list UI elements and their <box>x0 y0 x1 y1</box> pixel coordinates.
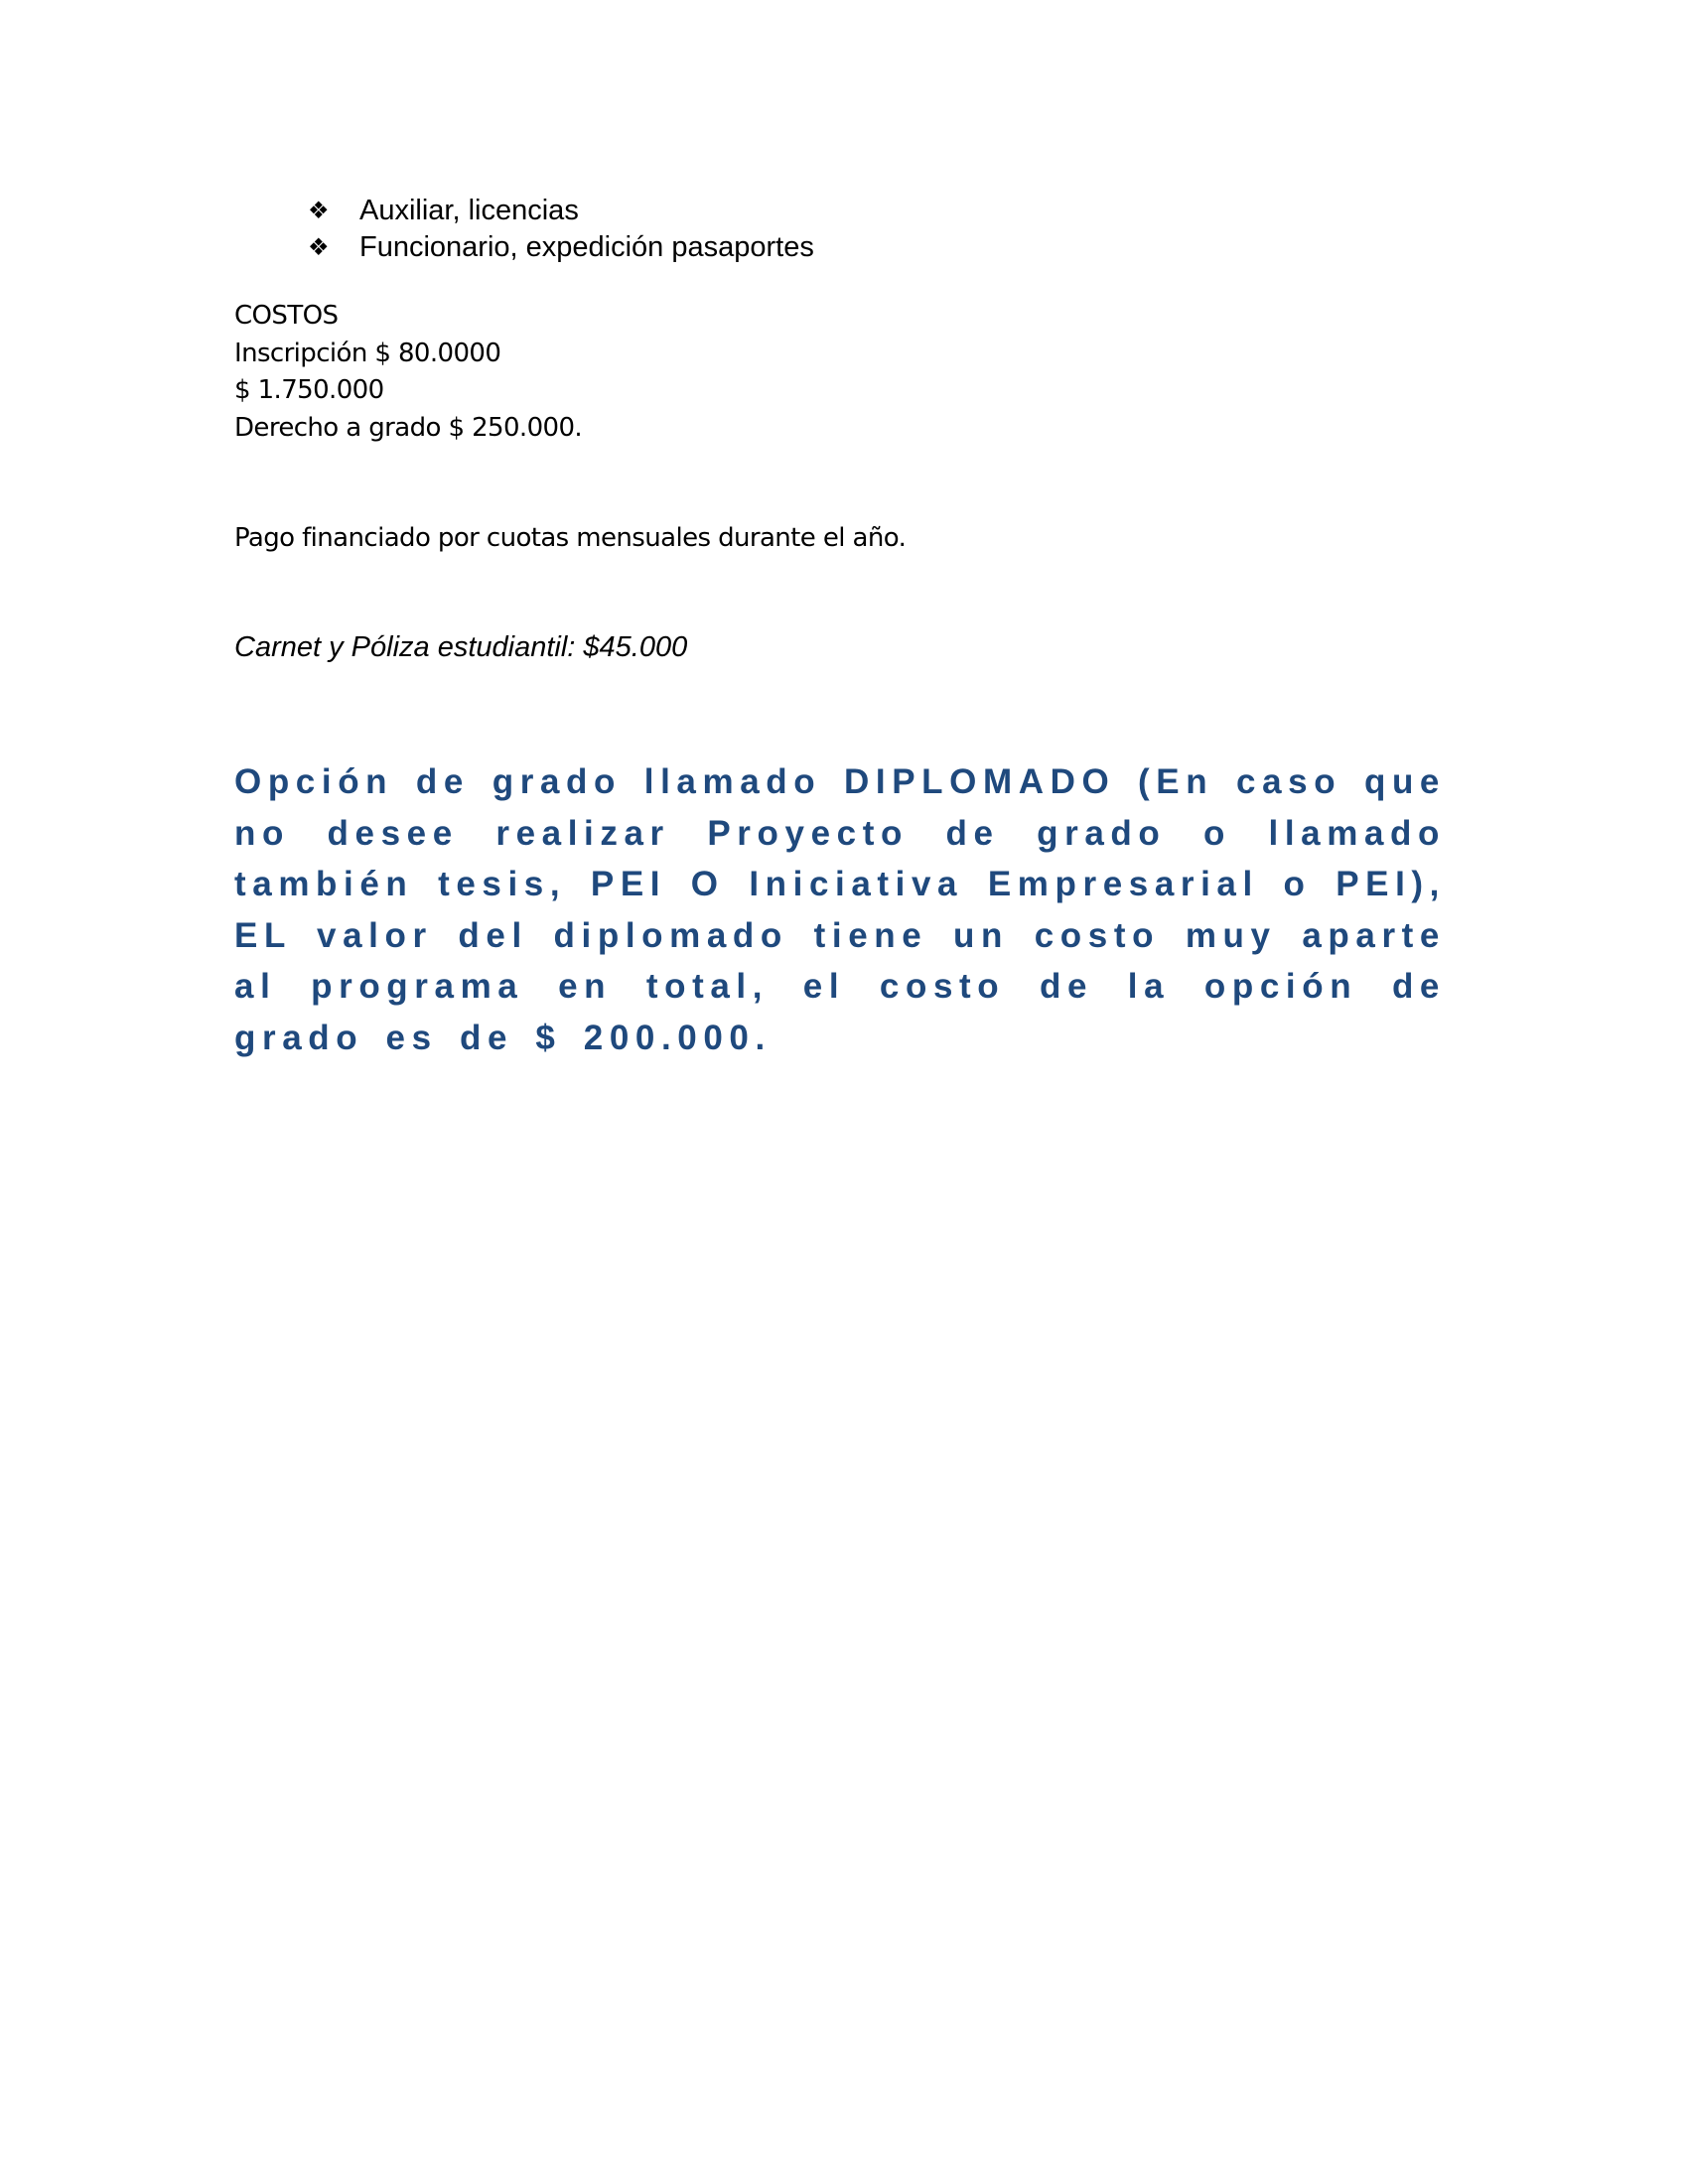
list-item-text: Auxiliar, licencias <box>359 195 579 226</box>
graduation-fee: Derecho a grado $ 250.000. <box>234 412 583 443</box>
inscription-cost: Inscripción $ 80.0000 <box>234 338 501 368</box>
list-item-text: Funcionario, expedición pasaportes <box>359 231 814 263</box>
diamond-bullet-icon: ❖ <box>308 197 330 224</box>
diamond-bullet-icon: ❖ <box>308 233 330 261</box>
list-item <box>308 229 814 266</box>
carnet-policy-cost: Carnet y Póliza estudiantil: $45.000 <box>234 631 688 663</box>
payment-note: Pago financiado por cuotas mensuales durante el año. <box>234 523 907 553</box>
list-item <box>308 193 814 229</box>
costs-section <box>234 298 582 447</box>
bullet-list <box>308 193 814 266</box>
costs-heading: COSTOS <box>234 301 339 331</box>
diploma-option-paragraph: Opción de grado llamado DIPLOMADO (En caso que no desee realizar Proyecto de grado o llamado también tesis, PEI O Iniciativa Empresarial o PEI), EL valor del diplomado tiene un costo muy aparte al programa en total, el costo de la opción de grado es de $ 200.000. <box>234 762 1446 1057</box>
program-cost: $ 1.750.000 <box>234 375 384 405</box>
